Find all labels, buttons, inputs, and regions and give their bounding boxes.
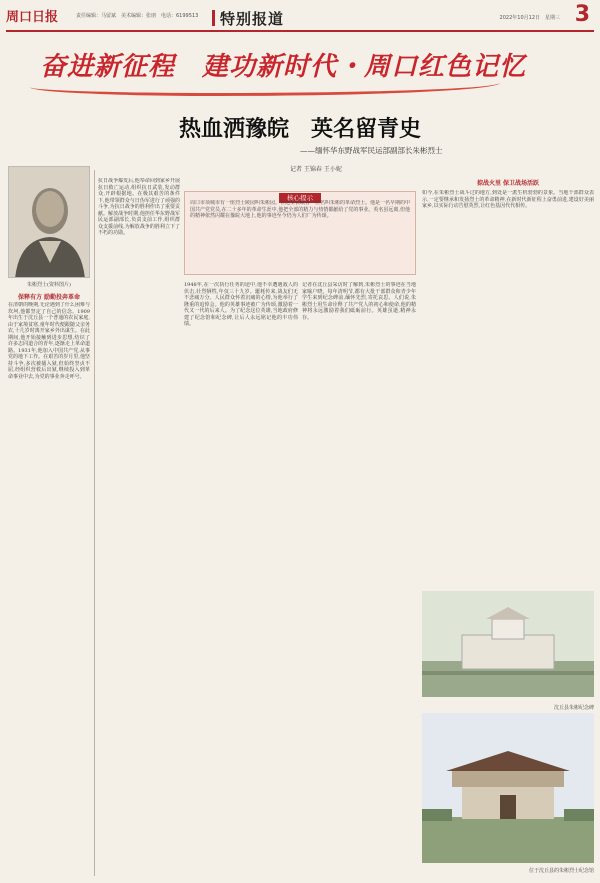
banner-swoosh — [30, 74, 500, 96]
portrait-photo — [8, 166, 90, 278]
column-2: 抗日战争爆发后,他奉命回到家乡开展抗日救亡运动,组织抗日武装,发动群众,开辟根据地。在极其艰苦的条件下,他带领群众与日伪军进行了顽强的斗争,为抗日战争的胜利作出了重要贡献。解放战争时期,他担任华东野战军民运部副部长,负责支前工作,组织群众支援前线,为解放战争的胜利立下了不朽的功勋。 — [98, 178, 180, 236]
column-divider — [94, 170, 95, 876]
article-reporters: 记者 王锦春 王小妮 — [290, 166, 342, 173]
portrait-caption: 朱彬烈士(资料图片) — [27, 282, 71, 288]
subhead-4: 掠战火里 保卫战场活跃 — [476, 180, 540, 187]
photo-caption-2: 位于沈丘县的朱彬烈士纪念馆 — [528, 868, 594, 874]
section-title: 特别报道 — [220, 10, 285, 28]
subhead-1: 保释有方 励勤投奔革命 — [17, 294, 81, 301]
column-4: 记者在沈丘县采访时了解到,朱彬烈士的事迹在当地家喻户晓。每年清明节,都有大批干部群众和青少年学生来到纪念碑前,缅怀先烈,寄托哀思。人们说,朱彬烈士用生命诠释了共产党人的初心和使命,他的精神将永远激励着我们砥砺前行。英雄虽逝,精神永存。 — [302, 282, 416, 321]
issue-date: 2022年10月12日 星期三 — [499, 15, 560, 21]
key-points-body: 周口市项城市有一座烈士陵园叫朱彬园。在这里长眠着一位名叫朱彬的革命烈士。他是一名早期的中国共产党党员,在二十多年的革命生涯中,他把全部的精力与热情都献给了党的事业。英名虽远离,但他的精神依然闪耀在豫皖大地上,他的事迹至今仍为人们广为传颂。 — [190, 200, 410, 219]
article-title: 热血洒豫皖 英名留青史 — [178, 116, 421, 142]
page-number: 3 — [574, 2, 590, 27]
monument-photo — [422, 591, 594, 697]
article-subtitle: ——缅怀华东野战军民运部副部长朱彬烈士 — [300, 146, 443, 155]
page-header — [6, 4, 594, 32]
column-5: 如今,在朱彬烈士战斗过的地方,到处是一派生机勃勃的景象。当地干部群众表示,一定要继承和发扬烈士的革命精神,在新时代新征程上奋勇前进,建设好美丽家乡,以实际行动告慰英烈,让红色基因代代相传。 — [422, 190, 594, 209]
memorial-hall-photo — [422, 713, 594, 863]
masthead: 周口日报 — [6, 10, 59, 25]
banner-text: 奋进新征程 建功新时代・周口红色记忆 — [40, 52, 527, 82]
key-points-title: 核心提示 — [185, 185, 415, 204]
editor-info: 责任编辑：马留斌 美术编辑：张朋 电话：6199513 — [76, 13, 199, 19]
column-3: 1948年,在一次执行任务的途中,他不幸遭遇敌人的伏击,壮烈牺牲,年仅三十九岁。噩耗传来,战友们无不悲痛万分。人民群众怀着沉痛的心情,为他举行了隆重的追悼会。他的英雄事迹被广为传颂,激励着一代又一代的后来人。为了纪念这位英雄,当地政府修建了纪念馆和纪念碑,让后人永远铭记他的丰功伟绩。 — [184, 282, 298, 327]
key-points-box — [184, 191, 416, 275]
banner — [40, 40, 527, 102]
column-1: 在清朝的晚期,无论遇到了什么困难与坎坷,他都坚定了自己的信念。1909年出生于沈丘县一个普通的农民家庭,由于家境贫寒,童年时代便跟随父亲务农,十几岁时离开家乡外出谋生。在此期间,他开始接触到进步思想,结识了许多志同道合的青年,逐渐走上革命道路。1931年,他加入中国共产党,从事党的地下工作。在艰苦的岁月里,他坚持斗争,多次被捕入狱,但始终坚贞不屈,经组织营救后出狱,继续投入到革命事业中去,为党的事业奔走呼号。 — [8, 302, 90, 380]
photo-caption-1: 沈丘县朱彬纪念碑 — [553, 705, 594, 711]
